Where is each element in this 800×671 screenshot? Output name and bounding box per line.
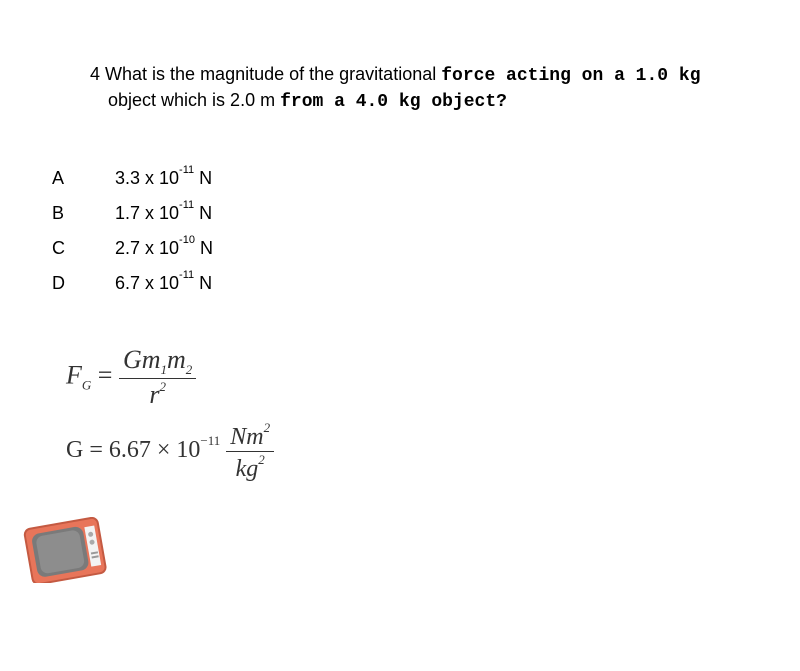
- question: [90, 62, 780, 114]
- question-text-4: from a 4.0 kg object?: [280, 92, 507, 112]
- formula-denominator: [119, 378, 196, 410]
- formula-numerator: [119, 345, 196, 378]
- choice-mantissa: 6.7 x 10: [115, 273, 180, 293]
- choice-d[interactable]: [0, 269, 400, 297]
- choice-mantissa: 2.7 x 10: [115, 238, 180, 258]
- choice-c[interactable]: [0, 234, 400, 262]
- choice-unit: N: [199, 273, 213, 293]
- choice-letter: B: [52, 203, 65, 223]
- choice-value: [115, 269, 213, 294]
- units-numerator: [226, 420, 274, 451]
- equals-sign: =: [97, 360, 119, 390]
- choice-letter: A: [52, 168, 65, 188]
- choice-exponent: -10: [179, 234, 195, 246]
- constant-exponent: −11: [200, 433, 221, 449]
- num-gm: Gm: [122, 345, 161, 374]
- choice-unit: N: [199, 238, 213, 258]
- choice-exponent: -11: [179, 269, 195, 281]
- units-kg: kg: [235, 456, 259, 482]
- formula-lhs-sub: G: [81, 377, 92, 393]
- num-sub2: 2: [185, 362, 193, 377]
- den-sup: 2: [159, 379, 166, 394]
- units-nm: Nm: [230, 424, 264, 450]
- formula-lhs: F: [66, 360, 82, 390]
- choice-mantissa: 3.3 x 10: [115, 168, 180, 188]
- num-sub1: 1: [160, 362, 168, 377]
- choice-b[interactable]: [0, 199, 400, 227]
- choice-value: [115, 164, 213, 189]
- choice-letter: D: [52, 273, 65, 293]
- tv-icon[interactable]: [20, 517, 110, 588]
- question-text-2: force acting on a 1.0 kg: [441, 66, 701, 86]
- gravitational-constant-formula: [66, 420, 274, 483]
- units-kg-sup: 2: [258, 452, 265, 467]
- choice-letter: C: [52, 238, 65, 258]
- choice-exponent: -11: [179, 199, 195, 211]
- choice-unit: N: [199, 168, 213, 188]
- question-text-3: object which is 2.0 m: [108, 90, 276, 110]
- choice-exponent: -11: [179, 164, 195, 176]
- units-denominator: [226, 451, 274, 483]
- num-m: m: [167, 345, 186, 374]
- choice-value: [115, 234, 213, 259]
- den-r: r: [149, 380, 160, 409]
- constant-lhs: G = 6.67 × 10: [66, 437, 201, 464]
- question-line-2: [90, 88, 780, 114]
- units-nm-sup: 2: [263, 420, 271, 435]
- question-text-1: What is the magnitude of the gravitational: [105, 64, 437, 84]
- gravitational-force-formula: [66, 345, 196, 410]
- formula-fraction: [119, 345, 196, 410]
- choice-unit: N: [199, 203, 213, 223]
- question-line-1: [90, 62, 780, 88]
- choice-value: [115, 199, 213, 224]
- constant-units-fraction: [226, 420, 274, 483]
- choice-a[interactable]: [0, 164, 400, 192]
- choice-mantissa: 1.7 x 10: [115, 203, 180, 223]
- question-number: 4: [90, 64, 101, 84]
